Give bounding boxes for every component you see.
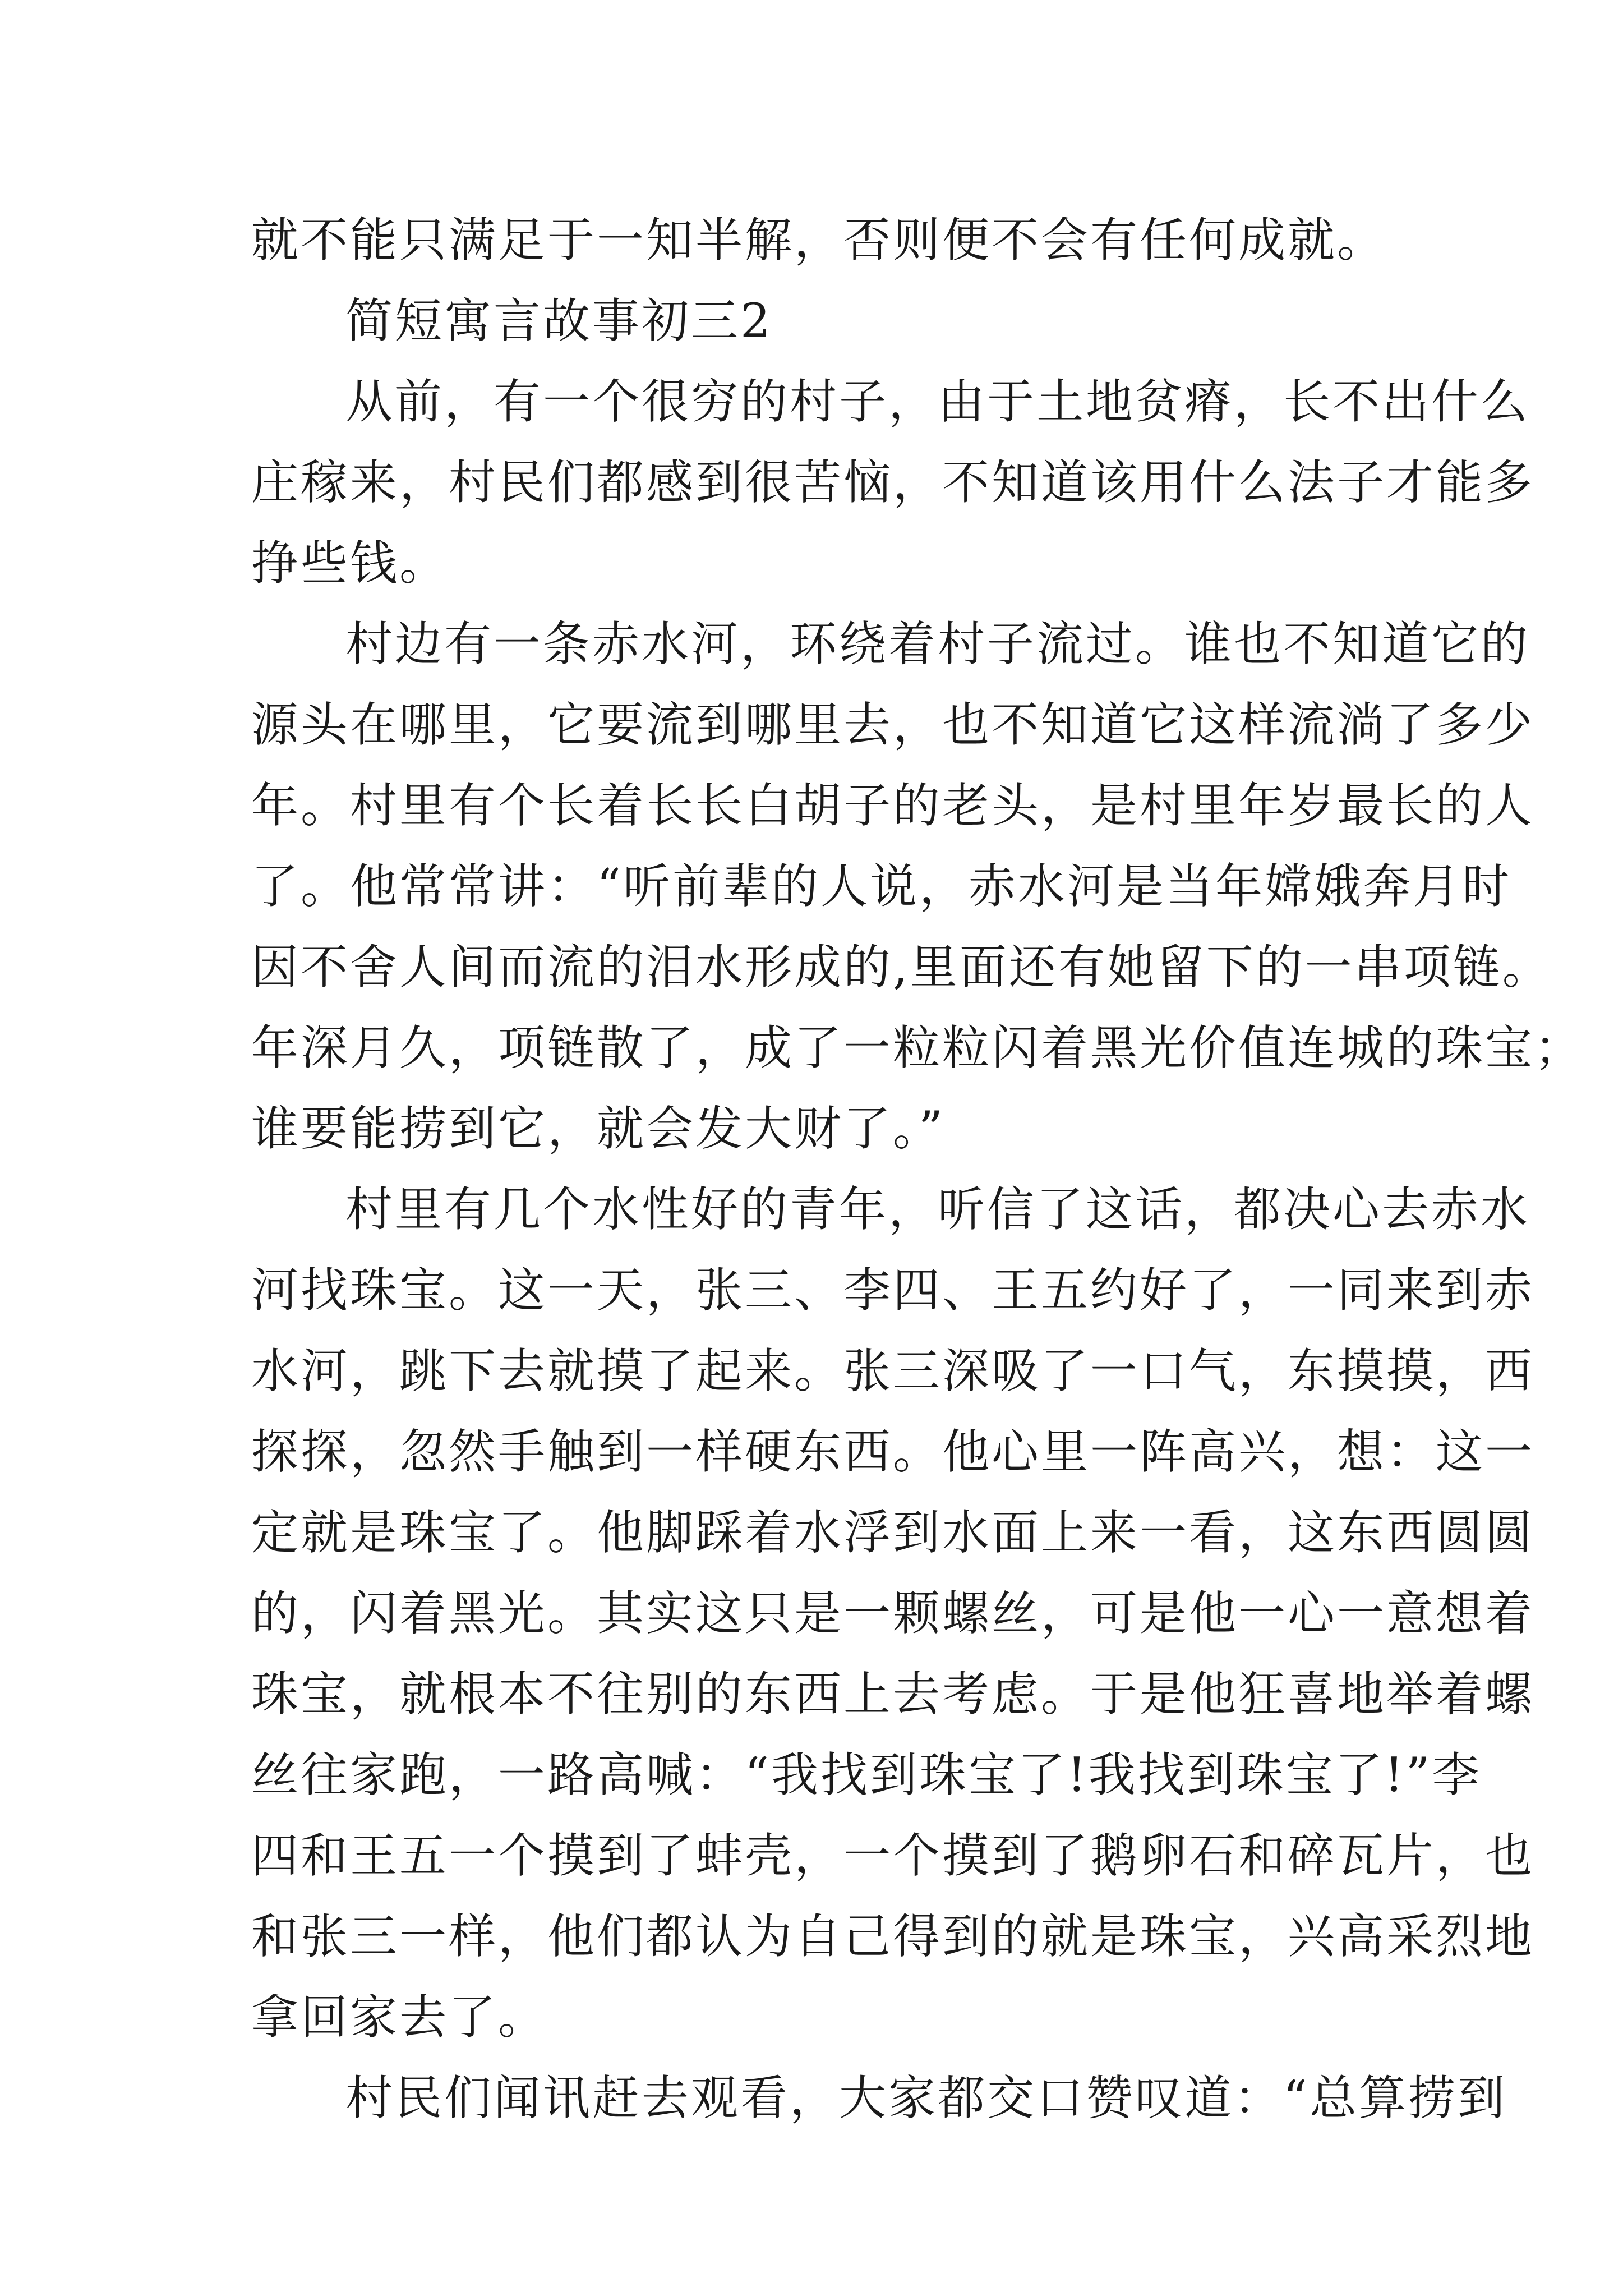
- text-line: 珠宝，就根本不往别的东西上去考虑。于是他狂喜地举着螺: [251, 1667, 1535, 1722]
- text-line: 村里有几个水性好的青年，听信了这话，都决心去赤水: [345, 1182, 1530, 1237]
- text-line: 了。他常常讲：“听前辈的人说，赤水河是当年嫦娥奔月时: [251, 859, 1511, 914]
- text-line: 庄稼来，村民们都感到很苦恼，不知道该用什么法子才能多: [251, 455, 1535, 510]
- text-line: 挣些钱。: [251, 536, 449, 591]
- section-heading: 简短寓言故事初三2: [345, 293, 773, 348]
- text-line: 探探，忽然手触到一样硬东西。他心里一阵高兴，想：这一: [251, 1424, 1535, 1479]
- text-line: 的，闪着黑光。其实这只是一颗螺丝，可是他一心一意想着: [251, 1586, 1535, 1641]
- text-line: 从前，有一个很穷的村子，由于土地贫瘠，长不出什么: [345, 374, 1530, 429]
- text-line: 和张三一样，他们都认为自己得到的就是珠宝，兴高采烈地: [251, 1909, 1535, 1964]
- text-line: 丝往家跑，一路高喊：“我找到珠宝了!我找到珠宝了!”李: [251, 1747, 1482, 1802]
- text-line: 年深月久，项链散了，成了一粒粒闪着黑光价值连城的珠宝；: [251, 1020, 1584, 1075]
- text-line: 村民们闻讯赶去观看，大家都交口赞叹道：“总算捞到: [345, 2070, 1507, 2125]
- text-line: 拿回家去了。: [251, 1990, 548, 2045]
- text-line: 四和王五一个摸到了蚌壳，一个摸到了鹅卵石和碎瓦片，也: [251, 1828, 1535, 1883]
- document-body: [251, 200, 1584, 2138]
- text-line: 因不舍人间而流的泪水形成的,里面还有她留下的一串项链。: [251, 940, 1552, 995]
- text-line: 定就是珠宝了。他脚踩着水浮到水面上来一看，这东西圆圆: [251, 1505, 1535, 1560]
- text-line: 源头在哪里，它要流到哪里去，也不知道它这样流淌了多少: [251, 697, 1535, 752]
- text-line: 就不能只满足于一知半解，否则便不会有任何成就。: [251, 213, 1387, 268]
- text-line: 谁要能捞到它，就会发大财了。”: [251, 1101, 945, 1156]
- text-line: 村边有一条赤水河，环绕着村子流过。谁也不知道它的: [345, 616, 1530, 671]
- text-line: 水河，跳下去就摸了起来。张三深吸了一口气，东摸摸，西: [251, 1343, 1535, 1398]
- text-line: 年。村里有个长着长长白胡子的老头，是村里年岁最长的人: [251, 778, 1535, 833]
- text-line: 河找珠宝。这一天，张三、李四、王五约好了，一同来到赤: [251, 1263, 1535, 1318]
